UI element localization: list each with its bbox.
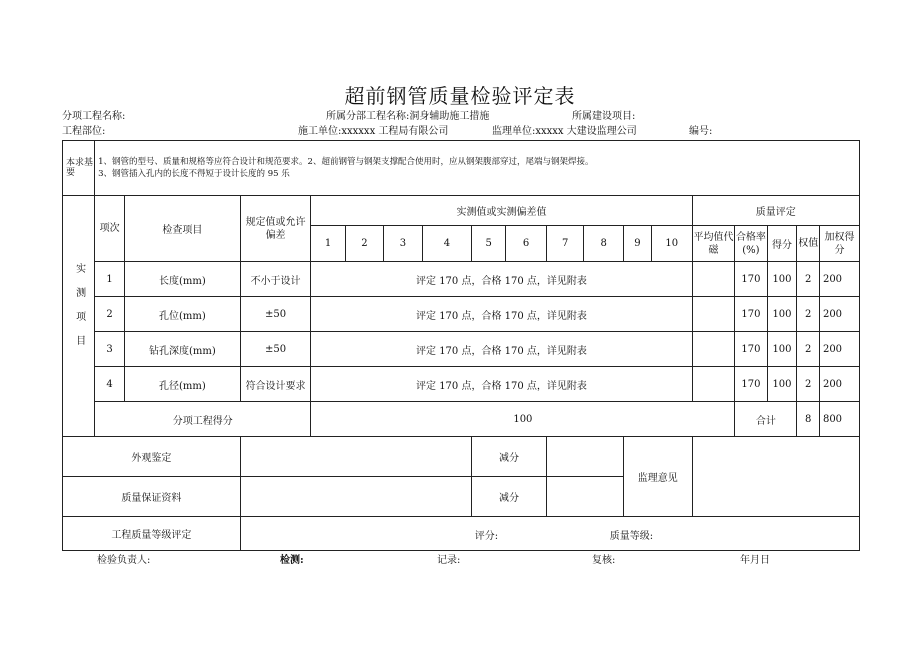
row-spec: 不小于设计 — [240, 262, 311, 297]
row-spec: 符合设计要求 — [240, 367, 311, 402]
table-row — [63, 262, 860, 297]
quality-docs-deduct-value — [546, 477, 623, 517]
total-weight: 8 — [797, 402, 819, 437]
row-weighted: 200 — [819, 262, 859, 297]
row-spec: ±50 — [240, 332, 311, 367]
inspection-table — [62, 140, 860, 551]
inspector-in-charge-label: 检验负责人: — [97, 555, 151, 566]
row-no: 3 — [95, 332, 125, 367]
row-weighted: 200 — [819, 297, 859, 332]
col-measured: 实测值或实测偏差值 — [311, 196, 692, 226]
row-item: 孔位(mm) — [125, 297, 241, 332]
row-weight: 2 — [797, 262, 819, 297]
measure-num-2: 2 — [345, 226, 384, 262]
appearance-value — [240, 437, 471, 477]
table-row — [63, 367, 860, 402]
subtotal-value: 100 — [311, 402, 735, 437]
row-weight: 2 — [797, 367, 819, 402]
row-score: 100 — [767, 332, 797, 367]
row-pass: 170 — [735, 367, 767, 402]
row-no: 1 — [95, 262, 125, 297]
grade-value — [240, 517, 859, 551]
contractor-label: 施工单位: — [298, 126, 342, 137]
row-avg — [692, 332, 735, 367]
recorder-label: 记录: — [437, 555, 461, 566]
row-item: 孔径(mm) — [125, 367, 241, 402]
col-spec: 规定值或允许偏差 — [240, 196, 311, 262]
row-pass: 170 — [735, 332, 767, 367]
row-measured: 评定 170 点，合格 170 点，详见附表 — [311, 297, 692, 332]
table-row — [63, 332, 860, 367]
parent-project-field — [326, 107, 489, 122]
reviewer-label: 复核: — [592, 555, 616, 566]
supervisor-label: 监理单位: — [492, 126, 536, 137]
construction-project-label: 所属建设项目: — [572, 111, 636, 122]
col-score: 得分 — [767, 226, 797, 262]
row-item: 长度(mm) — [125, 262, 241, 297]
supervisor-field — [492, 122, 637, 137]
measure-num-7: 7 — [546, 226, 583, 262]
measured-items-label: 实测项目 — [63, 196, 95, 437]
row-avg — [692, 262, 735, 297]
row-no: 2 — [95, 297, 125, 332]
basic-requirements-line-2: 3、钢管插入孔内的长度不得短于设计长度的 95 乐 — [98, 169, 290, 179]
total-label: 合计 — [735, 402, 797, 437]
tester-label: 检测: — [280, 555, 304, 566]
basic-requirements-text — [95, 141, 860, 196]
row-measured: 评定 170 点，合格 170 点，详见附表 — [311, 262, 692, 297]
row-weight: 2 — [797, 332, 819, 367]
col-item-no: 项次 — [95, 196, 125, 262]
basic-requirements-label: 本求基要 — [63, 141, 95, 196]
quality-docs-deduct-label: 减分 — [472, 477, 547, 517]
basic-requirements-line-1: 1、钢管的型号、质量和规格等应符合设计和规范要求。2、超前钢管与钢架支撑配合使用时，应从钢架腹部穿过，尾端与钢架焊接。 — [98, 157, 594, 167]
row-measured: 评定 170 点，合格 170 点，详见附表 — [311, 332, 692, 367]
grade-label: 工程质量等级评定 — [63, 517, 241, 551]
row-weighted: 200 — [819, 332, 859, 367]
measure-num-5: 5 — [472, 226, 506, 262]
project-part-label: 工程部位: — [62, 126, 106, 137]
subproject-label: 分项工程名称: — [62, 111, 126, 122]
rating-label: 评分: — [474, 531, 499, 542]
parent-project-value: 洞身辅助施工措施 — [409, 111, 490, 122]
total-weighted: 800 — [819, 402, 859, 437]
row-score: 100 — [767, 262, 797, 297]
col-avg: 平均值代磁 — [692, 226, 735, 262]
row-pass: 170 — [735, 297, 767, 332]
quality-docs-value — [240, 477, 471, 517]
row-avg — [692, 297, 735, 332]
measure-num-10: 10 — [651, 226, 692, 262]
measure-num-3: 3 — [384, 226, 423, 262]
appearance-label: 外观鉴定 — [63, 437, 241, 477]
supervisor-opinion-label: 监理意见 — [624, 437, 693, 517]
quality-grade-label: 质量等级: — [609, 531, 654, 542]
row-item: 钻孔深度(mm) — [125, 332, 241, 367]
col-pass-rate: 合格率(%) — [735, 226, 767, 262]
appearance-deduct-value — [546, 437, 623, 477]
row-weighted: 200 — [819, 367, 859, 402]
subtotal-label: 分项工程得分 — [95, 402, 311, 437]
measure-num-1: 1 — [311, 226, 345, 262]
measure-num-6: 6 — [506, 226, 547, 262]
supervisor-opinion-value — [692, 437, 859, 517]
table-row — [63, 297, 860, 332]
parent-project-label: 所属分部工程名称: — [326, 111, 410, 122]
row-no: 4 — [95, 367, 125, 402]
col-weighted: 加权得分 — [819, 226, 859, 262]
page-title: 超前钢管质量检验评定表 — [344, 84, 576, 108]
row-weight: 2 — [797, 297, 819, 332]
col-check-item: 检查项目 — [125, 196, 241, 262]
number-label: 编号: — [689, 126, 713, 137]
row-measured: 评定 170 点，合格 170 点，详见附表 — [311, 367, 692, 402]
col-quality: 质量评定 — [692, 196, 859, 226]
measure-num-4: 4 — [422, 226, 471, 262]
measure-num-8: 8 — [584, 226, 624, 262]
row-score: 100 — [767, 367, 797, 402]
row-spec: ±50 — [240, 297, 311, 332]
col-weight: 权值 — [797, 226, 819, 262]
quality-docs-label: 质量保证资料 — [63, 477, 241, 517]
contractor-field — [298, 122, 448, 137]
row-score: 100 — [767, 297, 797, 332]
measure-num-9: 9 — [624, 226, 652, 262]
contractor-value: xxxxxx 工程局有限公司 — [341, 126, 449, 137]
supervisor-value: xxxxx 大建设监理公司 — [535, 126, 637, 137]
date-label: 年月日 — [740, 555, 770, 566]
appearance-deduct-label: 减分 — [472, 437, 547, 477]
row-pass: 170 — [735, 262, 767, 297]
row-avg — [692, 367, 735, 402]
